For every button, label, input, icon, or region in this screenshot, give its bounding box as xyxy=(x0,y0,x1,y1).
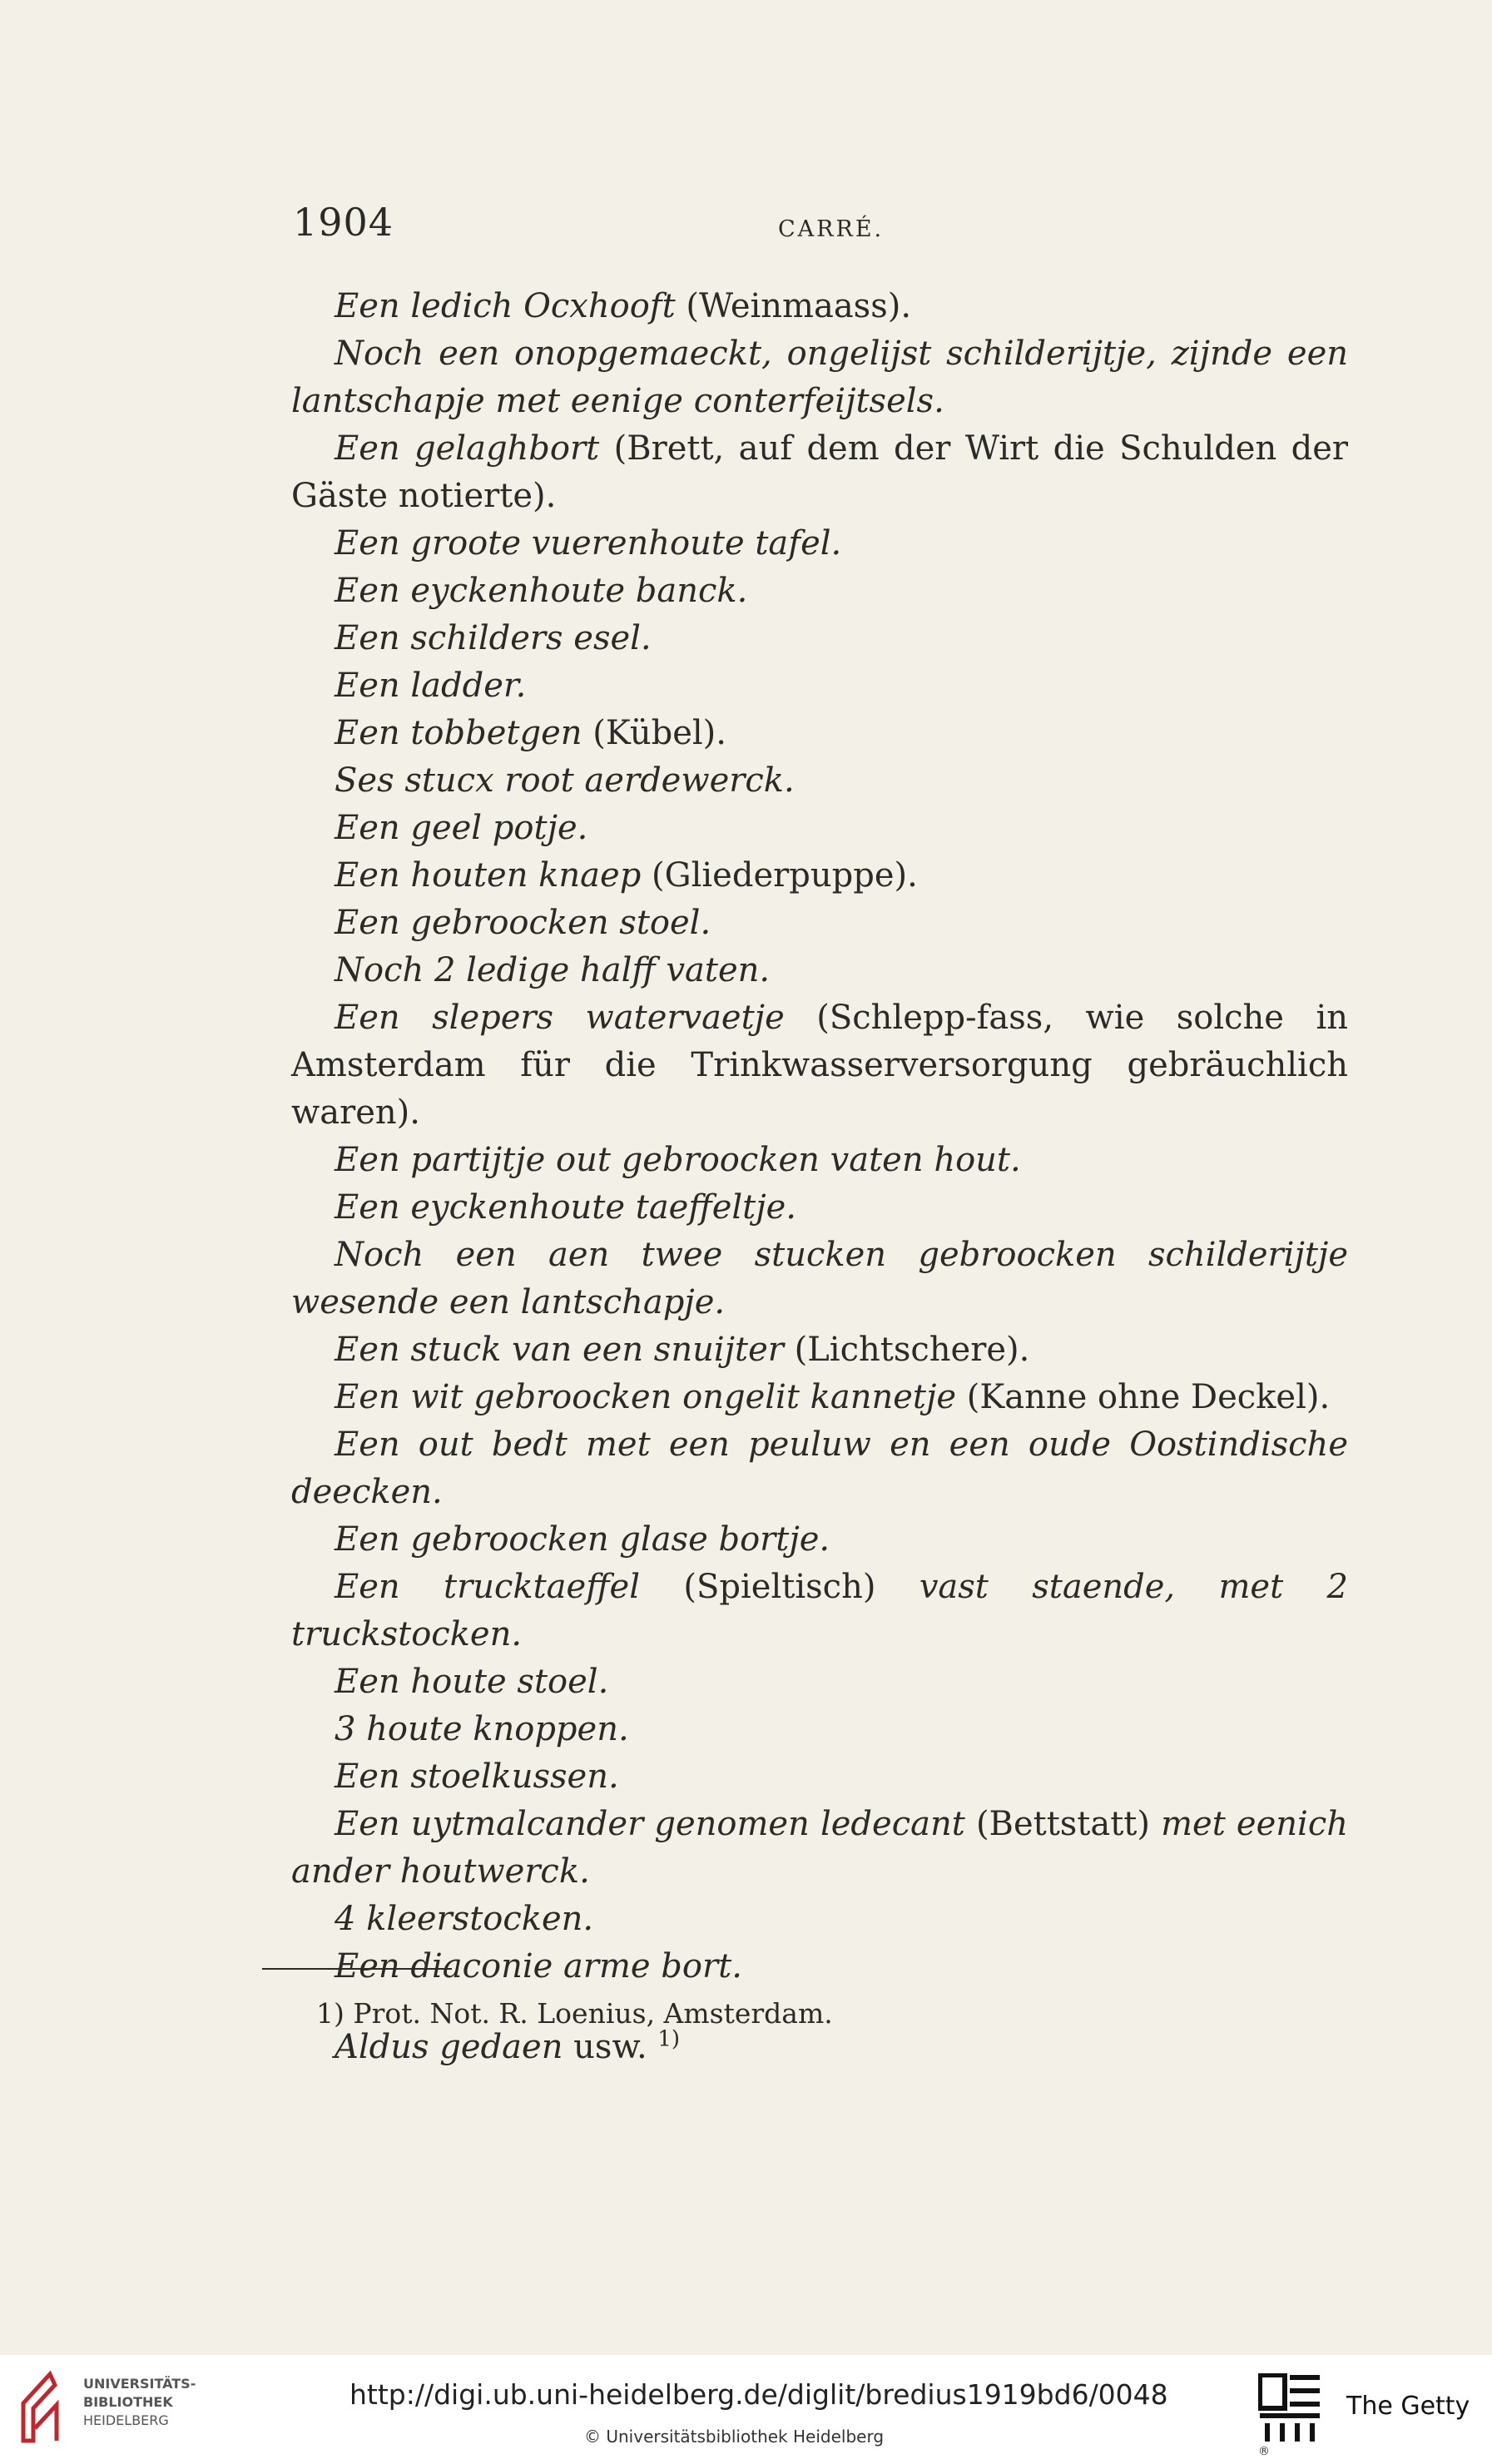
library-name xyxy=(83,2375,196,2430)
registered-mark: ® xyxy=(1258,2445,1270,2458)
inventory-entry xyxy=(291,1374,1348,1421)
digitization-footer xyxy=(0,2355,1492,2464)
entry-dutch-text: Een stuck van een snuijter xyxy=(335,1331,784,1369)
entry-dutch-text: Een gebroocken glase bortje. xyxy=(335,1520,830,1559)
inventory-text xyxy=(291,283,1359,2071)
entry-german-gloss: (Schlepp-fass, wie solche in Amsterdam für die Trinkwasserversorgung gebräuchlich waren). xyxy=(291,999,1359,1132)
inventory-entry xyxy=(291,1943,1348,1991)
library-line-2: BIBLIOTHEK xyxy=(83,2394,173,2410)
entry-dutch-text: Een eyckenhoute taeffeltje. xyxy=(335,1188,797,1227)
inventory-entry xyxy=(291,1564,1348,1658)
entry-dutch-text-continued: vast staende, met 2 truckstocken. xyxy=(291,1568,1348,1653)
inventory-entry xyxy=(291,710,1348,757)
library-line-1: UNIVERSITÄTS- xyxy=(83,2376,196,2392)
entry-dutch-text: Een gebroocken stoel. xyxy=(335,904,711,942)
entry-dutch-text: Een wit gebroocken ongelit kannetje xyxy=(335,1378,957,1416)
ub-heidelberg-logo-icon xyxy=(17,2370,67,2445)
entry-dutch-text: Een trucktaeffel xyxy=(335,1568,641,1606)
getty-logo-icon xyxy=(1258,2373,1321,2442)
entry-german-gloss: (Gliederpuppe). xyxy=(641,856,918,895)
entry-dutch-text: Een out bedt met een peuluw en een oude Oostindische deecken. xyxy=(291,1425,1348,1511)
inventory-entry xyxy=(291,852,1348,900)
inventory-entry xyxy=(291,283,1348,330)
permalink-url[interactable]: http://digi.ub.uni-heidelberg.de/diglit/bredius1919bd6/0048 xyxy=(349,2378,1168,2411)
entry-dutch-text: Een diaconie arme bort. xyxy=(335,1947,742,1986)
inventory-entry xyxy=(291,1421,1348,1516)
inventory-entry xyxy=(291,947,1348,994)
entry-german-gloss: (Kübel). xyxy=(582,714,726,752)
entry-dutch-text: Een tobbetgen xyxy=(335,714,582,752)
entry-dutch-text: Een houten knaep xyxy=(335,856,642,895)
entry-dutch-text: Een geel potje. xyxy=(335,809,588,847)
entry-german-gloss: (Bettstatt) xyxy=(964,1805,1162,1843)
inventory-entry xyxy=(291,1658,1348,1706)
inventory-entry xyxy=(291,1801,1348,1896)
entry-german-gloss: (Kanne ohne Deckel). xyxy=(956,1378,1331,1416)
inventory-entry xyxy=(291,1706,1348,1753)
inventory-entry xyxy=(291,568,1348,615)
footnote-reference: 1) xyxy=(657,2026,681,2052)
entry-dutch-text-continued: met eenich ander houtwerck. xyxy=(291,1805,1348,1891)
inventory-entry xyxy=(291,1137,1348,1184)
entry-dutch-text: Een slepers watervaetje xyxy=(335,999,785,1037)
page-header xyxy=(291,200,1348,250)
entry-dutch-text: Een schilders esel. xyxy=(335,619,652,657)
closing-line xyxy=(291,2024,1348,2071)
inventory-entry xyxy=(291,757,1348,805)
closing-normal-text: usw. xyxy=(563,2028,658,2066)
footnote-divider xyxy=(262,1968,452,1970)
running-title: CARRÉ. xyxy=(778,216,885,242)
library-line-3: HEIDELBERG xyxy=(83,2412,169,2428)
inventory-entry xyxy=(291,805,1348,852)
entry-dutch-text: Noch een onopgemaeckt, ongelijst schilderijtje, zijnde een lantschapje met eenige conterfeijtsels. xyxy=(291,335,1348,420)
inventory-entry xyxy=(291,1516,1348,1564)
entry-dutch-text: Een ladder. xyxy=(335,667,527,705)
inventory-entry xyxy=(291,615,1348,662)
page-number: 1904 xyxy=(293,200,394,245)
inventory-entry xyxy=(291,1184,1348,1232)
inventory-entry xyxy=(291,520,1348,568)
entry-dutch-text: 3 houte knoppen. xyxy=(335,1710,629,1748)
entry-german-gloss: (Brett, auf dem der Wirt die Schulden der Gäste notierte). xyxy=(291,429,1359,515)
inventory-entry xyxy=(291,425,1359,520)
entry-dutch-text: Een partijtje out gebroocken vaten hout. xyxy=(335,1141,1021,1179)
inventory-entry xyxy=(291,1232,1348,1326)
inventory-entry xyxy=(291,1326,1348,1374)
entry-dutch-text: Een uytmalcander genomen ledecant xyxy=(335,1805,965,1843)
entry-dutch-text: Een eyckenhoute banck. xyxy=(335,572,748,610)
inventory-entry xyxy=(291,900,1348,947)
entry-dutch-text: Een gelaghbort xyxy=(335,429,600,468)
inventory-entry xyxy=(291,994,1359,1137)
entry-dutch-text: Een houte stoel. xyxy=(335,1663,609,1701)
entry-dutch-text: 4 kleerstocken. xyxy=(335,1900,594,1938)
entry-dutch-text: Een ledich Ocxhooft xyxy=(335,287,676,325)
getty-name: The Getty xyxy=(1346,2392,1470,2421)
entry-dutch-text: Ses stucx root aerdewerck. xyxy=(335,761,795,800)
footnote: 1) Prot. Not. R. Loenius, Amsterdam. xyxy=(316,1997,833,2030)
inventory-entry xyxy=(291,330,1348,425)
inventory-entry xyxy=(291,662,1348,710)
entry-dutch-text: Een stoelkussen. xyxy=(335,1758,619,1796)
entry-german-gloss: (Lichtschere). xyxy=(783,1331,1030,1369)
closing-dutch-text: Aldus gedaen xyxy=(335,2028,563,2066)
entry-german-gloss: (Weinmaass). xyxy=(675,287,912,325)
entry-dutch-text: Noch een aen twee stucken gebroocken schilderijtje wesende een lantschapje. xyxy=(291,1236,1348,1321)
entry-dutch-text: Een groote vuerenhoute tafel. xyxy=(335,524,842,563)
inventory-entry xyxy=(291,1896,1348,1943)
entry-dutch-text: Noch 2 ledige halff vaten. xyxy=(335,951,771,989)
inventory-entry xyxy=(291,1753,1348,1801)
copyright-notice: © Universitätsbibliothek Heidelberg xyxy=(584,2427,885,2447)
entry-german-gloss: (Spieltisch) xyxy=(640,1568,919,1606)
